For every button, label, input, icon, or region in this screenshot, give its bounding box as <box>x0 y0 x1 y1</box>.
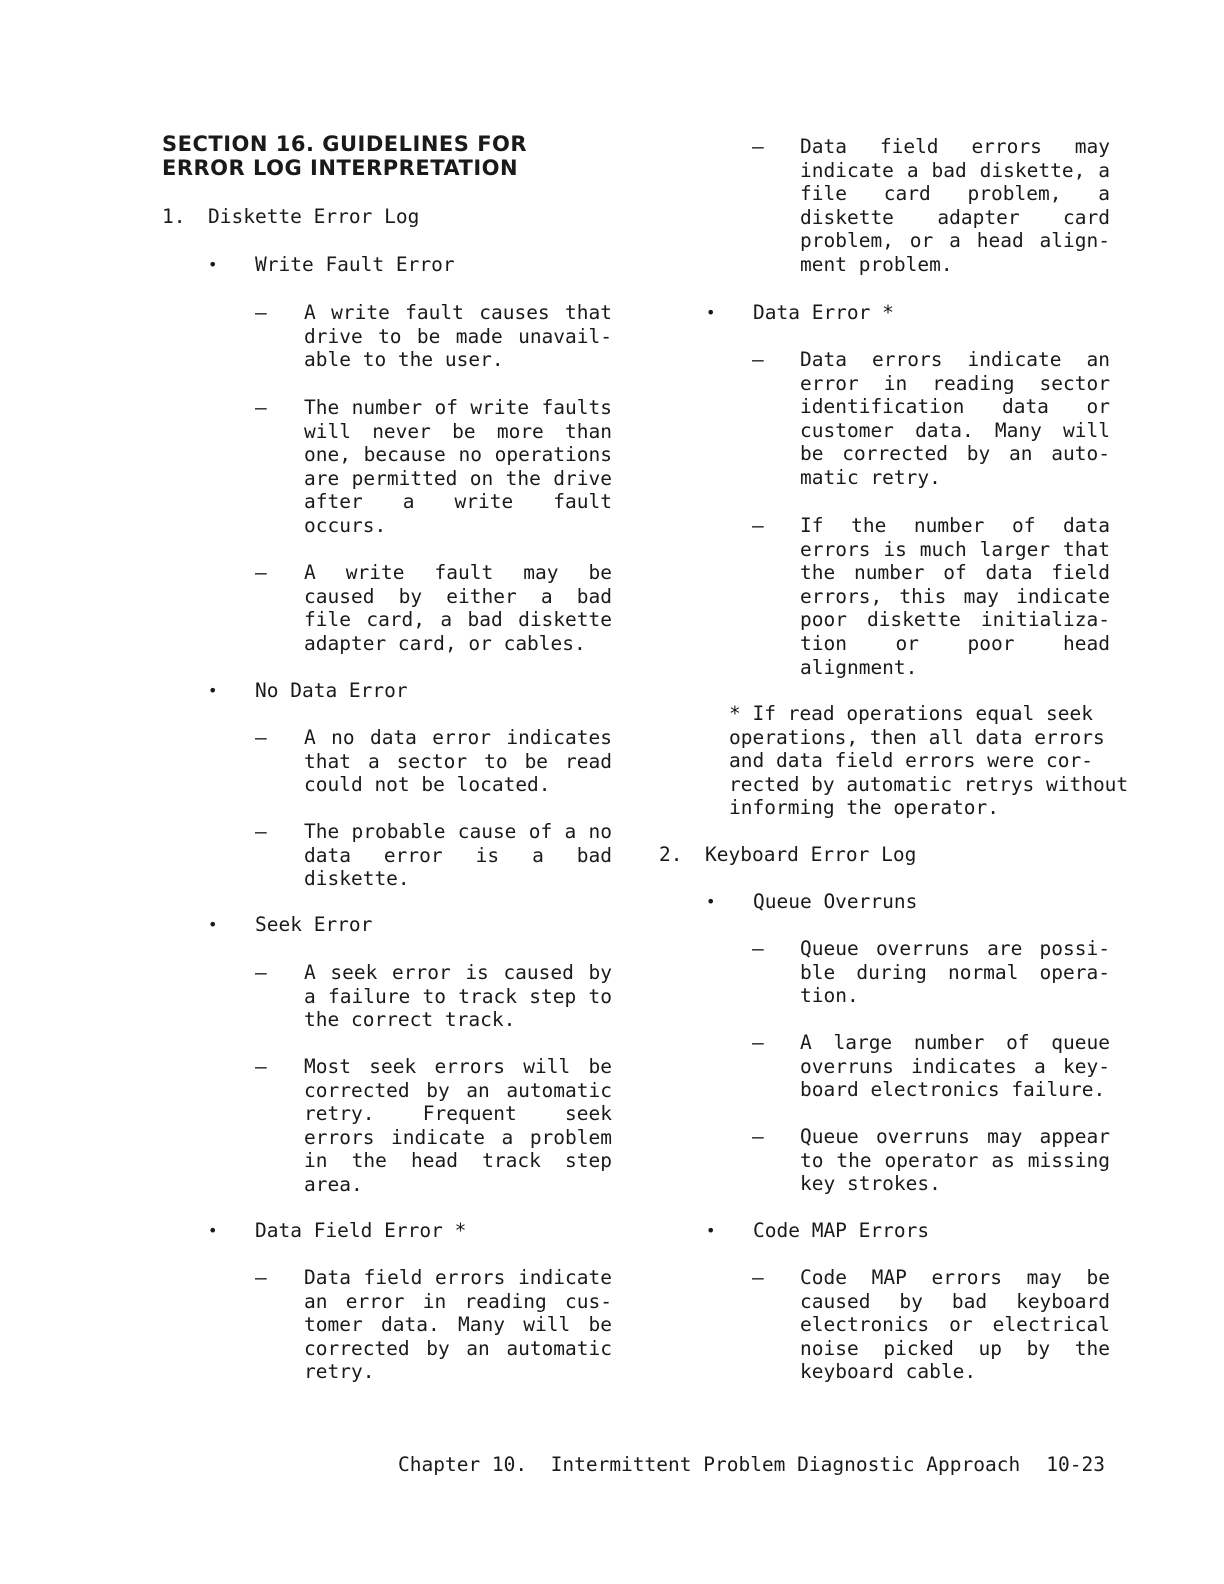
data-error-title: Data Error * <box>753 301 894 324</box>
data-field-error-title: Data Field Error * <box>255 1219 467 1242</box>
keyboard-error-log-title: Keyboard Error Log <box>705 843 917 866</box>
bullet-icon: • <box>208 915 218 934</box>
data-error-desc-1: Data errors indicate an error in reading sector identification data or customer data. Many will be corrected by an auto-matic retry. <box>800 348 1110 489</box>
dash-icon: – <box>752 1031 764 1054</box>
data-field-desc-2: Data field errors may indicate a bad diskette, a file card problem, a diskette adapter card problem, or a head align-ment problem. <box>800 135 1110 276</box>
bullet-icon: • <box>706 303 716 322</box>
bullet-icon: • <box>706 1221 716 1240</box>
dash-icon: – <box>752 937 764 960</box>
dash-icon: – <box>255 1055 267 1078</box>
dash-icon: – <box>752 514 764 537</box>
dash-icon: – <box>752 135 764 158</box>
section-heading: SECTION 16. GUIDELINES FOR ERROR LOG INTERPRETATION <box>162 132 528 180</box>
seek-desc-1: A seek error is caused by a failure to track step to the correct track. <box>304 961 612 1032</box>
page-number: 10-23 <box>1046 1453 1105 1476</box>
write-fault-desc-1: A write fault causes that drive to be made unavail-able to the user. <box>304 301 612 372</box>
page-footer <box>398 1453 1118 1477</box>
write-fault-desc-3: A write fault may be caused by either a bad file card, a bad diskette adapter card, or cables. <box>304 561 612 655</box>
queue-desc-2: A large number of queue overruns indicates a key-board electronics failure. <box>800 1031 1110 1102</box>
dash-icon: – <box>255 561 267 584</box>
diskette-error-log-title: Diskette Error Log <box>208 205 420 228</box>
dash-icon: – <box>255 1266 267 1289</box>
bullet-icon: • <box>208 681 218 700</box>
dash-icon: – <box>255 301 267 324</box>
code-map-desc-1: Code MAP errors may be caused by bad keyboard electronics or electrical noise picked up by the keyboard cable. <box>800 1266 1110 1384</box>
write-fault-desc-2: The number of write faults will never be more than one, because no operations are permitted on the drive after a write fault occurs. <box>304 396 612 537</box>
bullet-icon: • <box>706 892 716 911</box>
queue-desc-1: Queue overruns are possi-ble during normal opera-tion. <box>800 937 1110 1008</box>
code-map-errors-title: Code MAP Errors <box>753 1219 930 1242</box>
bullet-icon: • <box>208 255 218 274</box>
seek-error-title: Seek Error <box>255 913 373 936</box>
dash-icon: – <box>255 396 267 419</box>
dash-icon: – <box>255 726 267 749</box>
bullet-icon: • <box>208 1221 218 1240</box>
data-field-desc-1: Data field errors indicate an error in reading cus-tomer data. Many will be corrected by an automatic retry. <box>304 1266 612 1384</box>
item-number-1: 1. <box>162 205 186 228</box>
dash-icon: – <box>255 820 267 843</box>
dash-icon: – <box>255 961 267 984</box>
data-error-desc-2: If the number of data errors is much larger that the number of data field errors, this may indicate poor diskette initializa-tion or poor head alignment. <box>800 514 1110 679</box>
no-data-error-title: No Data Error <box>255 679 408 702</box>
dash-icon: – <box>752 1125 764 1148</box>
item-number-2: 2. <box>659 843 683 866</box>
no-data-desc-2: The probable cause of a no data error is a bad diskette. <box>304 820 612 891</box>
footer-chapter-title: Chapter 10. Intermittent Problem Diagnostic Approach <box>398 1453 1021 1476</box>
dash-icon: – <box>752 1266 764 1289</box>
no-data-desc-1: A no data error indicates that a sector to be read could not be located. <box>304 726 612 797</box>
dash-icon: – <box>752 348 764 371</box>
queue-overruns-title: Queue Overruns <box>753 890 918 913</box>
write-fault-title: Write Fault Error <box>255 253 455 276</box>
queue-desc-3: Queue overruns may appear to the operator as missing key strokes. <box>800 1125 1110 1196</box>
seek-desc-2: Most seek errors will be corrected by an automatic retry. Frequent seek errors indicate a problem in the head track step area. <box>304 1055 612 1196</box>
footnote: * If read operations equal seek operations, then all data errors and data field errors were cor- rected by automatic retrys without informing the operator. <box>729 702 1129 820</box>
